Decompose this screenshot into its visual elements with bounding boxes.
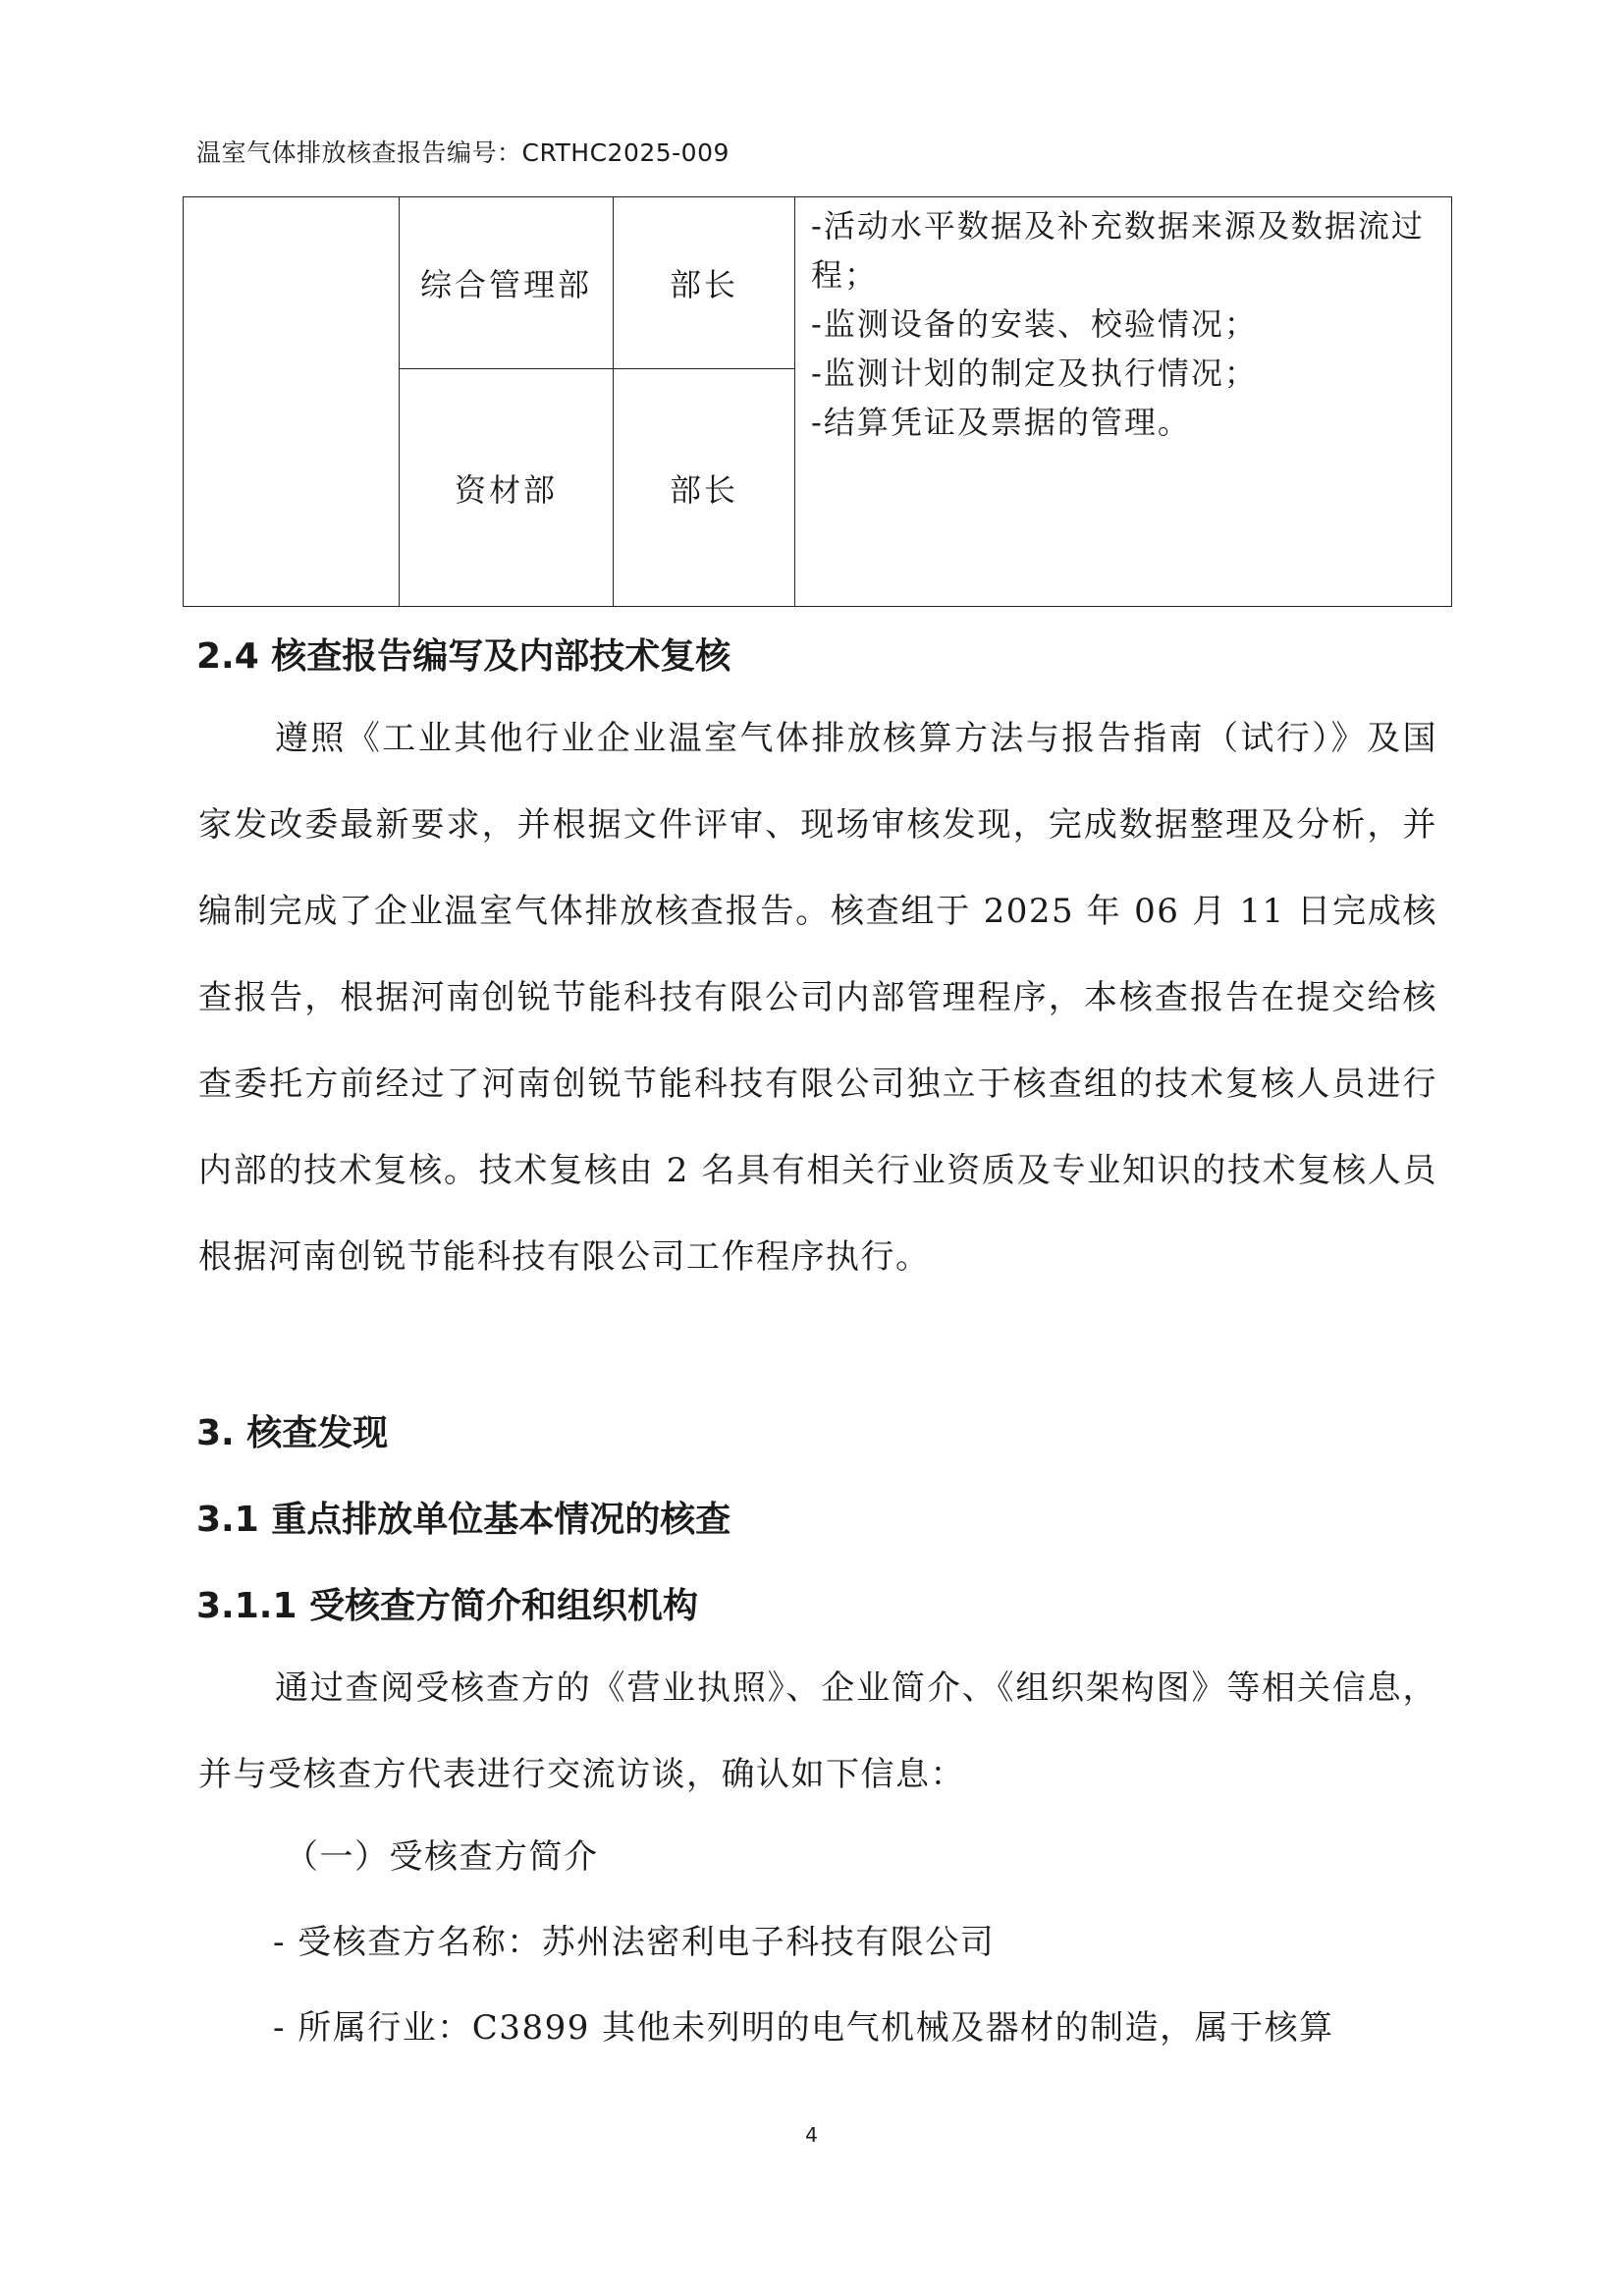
table-cell-empty (184, 197, 400, 607)
section-2-4-body (198, 695, 1437, 1300)
department-cell: 资材部 (400, 369, 614, 607)
section-2-4-heading: 2.4 核查报告编写及内部技术复核 (196, 636, 731, 677)
duty-item: -监测设备的安装、校验情况； (811, 305, 1258, 343)
duty-item: -监测计划的制定及执行情况； (811, 355, 1258, 392)
subheading-company-intro: （一）受核查方简介 (285, 1837, 599, 1877)
section-3-1-heading: 3.1 重点排放单位基本情况的核查 (196, 1500, 731, 1540)
role-cell: 部长 (614, 197, 795, 369)
page-number: 4 (805, 2123, 818, 2147)
section-3-1-1-heading: 3.1.1 受核查方简介和组织机构 (196, 1586, 699, 1626)
department-cell: 综合管理部 (400, 197, 614, 369)
duty-item: -活动水平数据及补充数据来源及数据流过程； (811, 207, 1425, 294)
table-row (184, 197, 1452, 369)
section-3-1-1-body (198, 1645, 1437, 1818)
section-3-heading: 3. 核查发现 (196, 1413, 389, 1453)
industry-item: - 所属行业：C3899 其他未列明的电气机械及器材的制造，属于核算 (273, 2008, 1334, 2048)
section-2-4-paragraph: 遵照《工业其他行业企业温室气体排放核算方法与报告指南（试行）》及国家发改委最新要求，并根据文件评审、现场审核发现，完成数据整理及分析，并编制完成了企业温室气体排放核查报告。核查组于 2025 年 06 月 11 日完成核查报告，根据河南创锐节能科技有限公司内部管理程序，本核查报告在提交给核查委托方前经过了河南创锐节能科技有限公司独立于核查组的技术复核人员进行内部的技术复核。技术复核由 2 名具有相关行业资质及专业知识的技术复核人员根据河南创锐节能科技有限公司工作程序执行。 (198, 719, 1437, 1277)
duty-item: -结算凭证及票据的管理。 (811, 404, 1191, 441)
section-3-1-1-paragraph: 通过查阅受核查方的《营业执照》、企业简介、《组织架构图》等相关信息，并与受核查方代表进行交流访谈，确认如下信息： (198, 1668, 1437, 1794)
responsibility-table (183, 196, 1452, 607)
role-cell: 部长 (614, 369, 795, 607)
report-number-header: 温室气体排放核查报告编号：CRTHC2025-009 (196, 138, 730, 167)
company-name-item: - 受核查方名称：苏州法密利电子科技有限公司 (273, 1923, 996, 1962)
duties-cell (795, 197, 1452, 607)
